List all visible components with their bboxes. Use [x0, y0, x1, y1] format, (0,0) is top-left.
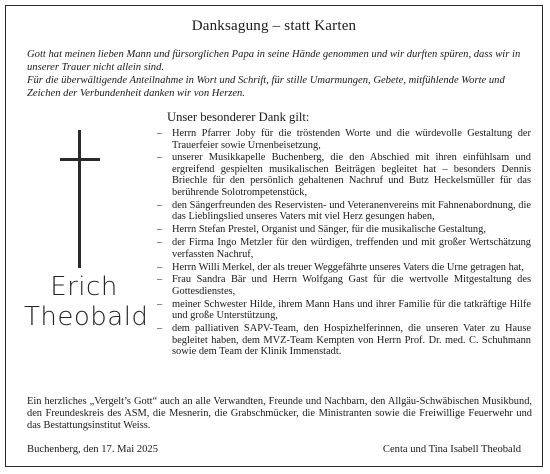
bullet-dash: –	[157, 237, 163, 249]
list-item	[157, 237, 531, 260]
bullet-dash: –	[157, 224, 163, 236]
deceased-first-name: Erich	[50, 272, 118, 302]
list-item	[157, 152, 531, 198]
bullet-dash: –	[157, 261, 163, 273]
intro-paragraph: Für die überwältigende Anteilnahme in Wort und Schrift, für stille Umarmungen, Gebete, mitfühlende Worte und Zeichen der Verbundenheit danken wir von Herzen.	[27, 74, 505, 99]
obituary-card	[5, 5, 543, 467]
card-heading: Danksagung – statt Karten	[191, 18, 357, 34]
intro-text	[27, 49, 532, 101]
place-date: Buchenberg, den 17. Mai 2025	[27, 444, 159, 455]
bullet-dash: –	[157, 152, 163, 164]
list-item	[157, 299, 531, 322]
list-item	[157, 262, 531, 274]
bullet-dash: –	[157, 128, 163, 139]
bullet-dash: –	[157, 323, 163, 335]
list-item-text: Frau Sandra Bär und Herrn Wolfgang Gast für die wertvolle Mitgestaltung des Gottesdienstes,	[172, 274, 531, 297]
thanks-heading: Unser besonderer Dank gilt:	[167, 110, 310, 124]
bullet-dash: –	[157, 199, 163, 211]
closing-paragraph: Ein herzliches „Vergelt’s Gott“ auch an alle Verwandten, Freunde und Nachbarn, den Allgäu-Schwäbischen Musikbund, den Freundeskreis des ASM, die Mesnerin, die Grabschmücker, die Ministranten sowie die Freiwillige Feuerwehr und das Bestattungsinstitut Weiss.	[27, 396, 532, 431]
cross-icon	[55, 130, 105, 270]
deceased-last-name: Theobald	[24, 302, 149, 332]
list-item-text: meiner Schwester Hilde, ihrem Mann Hans und ihrer Familie für die tatkräftige Hilfe und große Unterstützung,	[172, 298, 531, 322]
thanks-list	[157, 128, 531, 359]
list-item	[157, 128, 531, 151]
list-item	[157, 224, 531, 236]
cross-vertical-beam	[78, 130, 81, 268]
signatories: Centa und Tina Isabell Theobald	[382, 444, 521, 455]
list-item-text: dem palliativen SAPV-Team, den Hospizhelferinnen, die unseren Vater zu Hause begleitet haben, dem MVZ-Team Kempten von Herrn Prof. Dr. med. C. Schuhmann sowie dem Team der Klinik Immenstadt.	[172, 323, 531, 358]
list-item-text: Herrn Pfarrer Joby für die tröstenden Worte und die würdevolle Gestaltung der Trauerfeier sowie Urnenbeisetzung,	[172, 128, 531, 151]
list-item	[157, 323, 531, 358]
list-item-text: den Sängerfreunden des Reservisten- und Veteranenvereins mit Fahnenabordnung, die das Lieblingslied unseres Vaters mit viel Herz gesungen haben,	[172, 199, 531, 223]
intro-paragraph: Gott hat meinen lieben Mann und fürsorglichen Papa in seine Hände genommen und wir durften spüren, dass wir in unserer Trauer nicht allein sind.	[27, 49, 521, 73]
bullet-dash: –	[157, 298, 163, 310]
cross-horizontal-beam	[60, 158, 100, 161]
list-item	[157, 200, 531, 223]
list-item-text: Herrn Stefan Prestel, Organist und Sänger, für die musikalische Gestaltung,	[172, 224, 486, 236]
list-item-text: Herrn Willi Merkel, der als treuer Weggefährte unseres Vaters die Urne getragen hat,	[172, 261, 524, 273]
list-item-text: unserer Musikkapelle Buchenberg, die den Abschied mit ihren einfühlsam und ergreifend gespielten musikalischen Beiträgen begleitet hat – besonders Dennis Briechle für den persönlich gehaltenen Nachruf und Butz Heckelsmüller für das berührende Solotrompetenstück,	[172, 152, 531, 199]
bullet-dash: –	[157, 274, 163, 286]
list-item	[157, 274, 531, 297]
list-item-text: der Firma Ingo Metzler für den würdigen, treffenden und mit großer Wertschätzung verfassten Nachruf,	[172, 237, 531, 260]
